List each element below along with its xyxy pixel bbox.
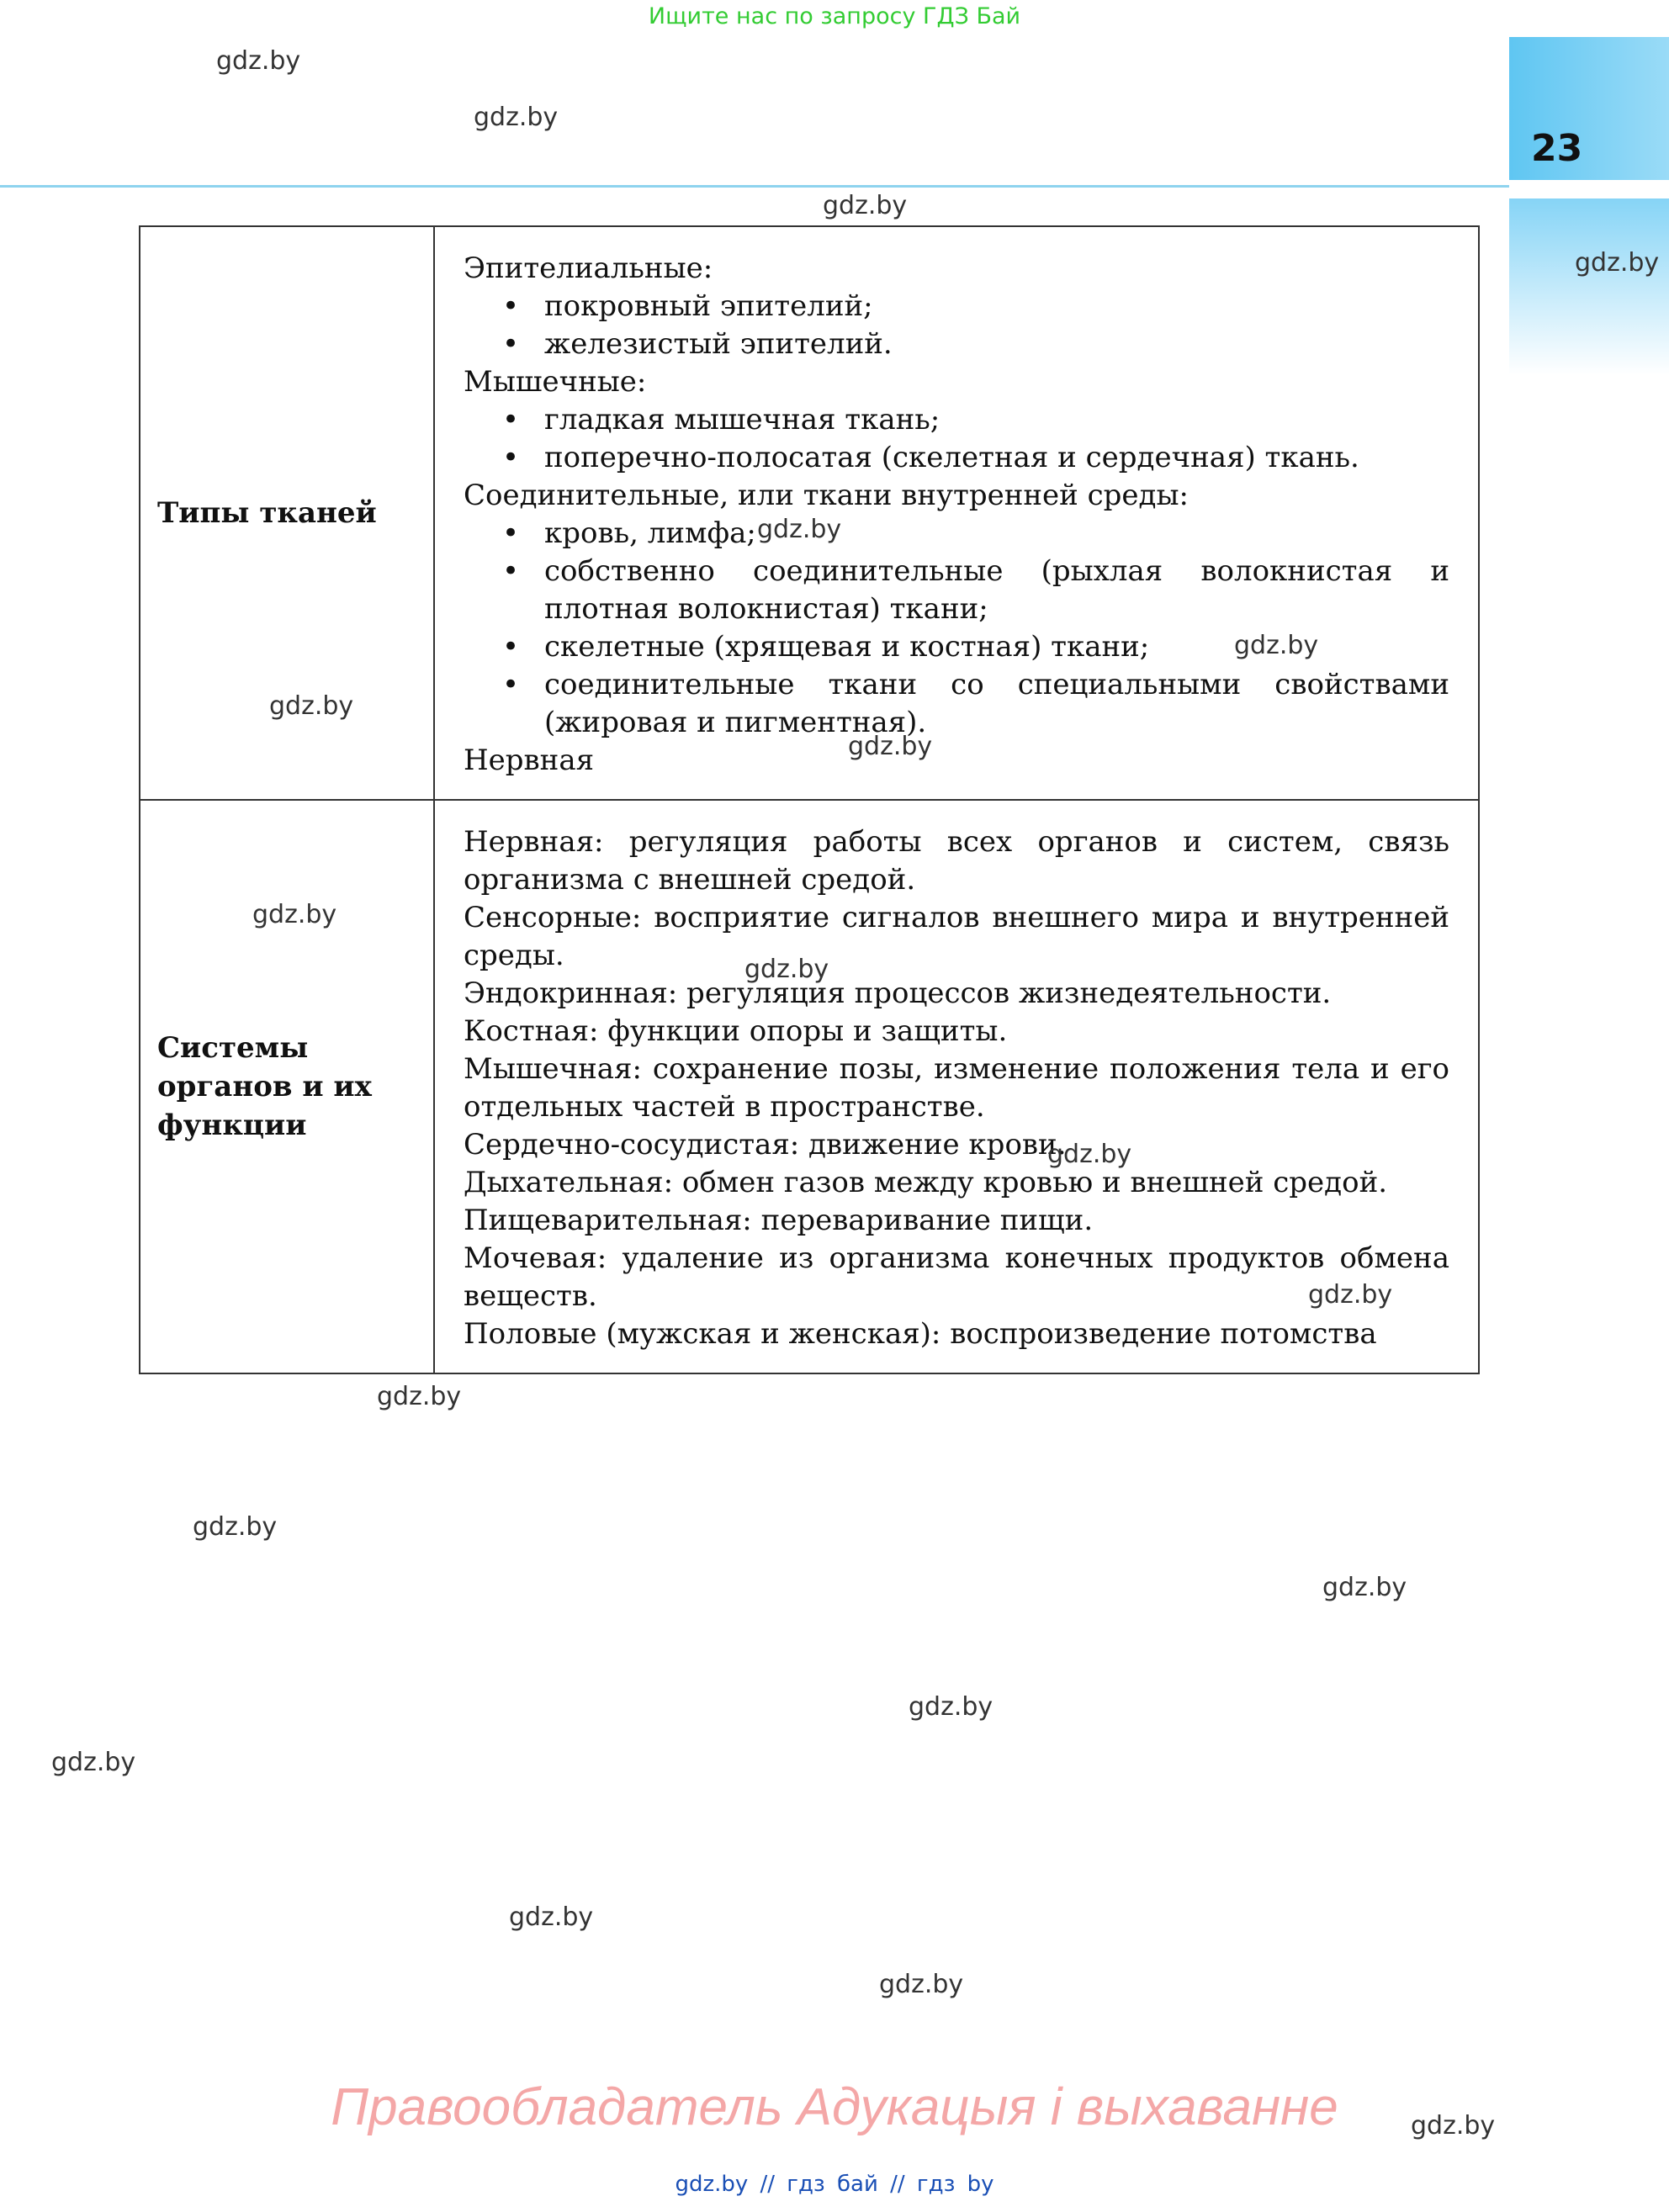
tissue-organ-table: [139, 225, 1480, 1374]
list-item: • кровь, лимфа;: [464, 515, 1449, 553]
watermark: gdz.by: [269, 691, 354, 721]
group-title: Эпителиальные:: [464, 251, 713, 285]
row-label: Системы органов и их функции: [140, 800, 434, 1373]
watermark: gdz.by: [909, 1692, 993, 1722]
group-title: Нервная: [464, 744, 595, 777]
list-item: • покровный эпителий;: [464, 288, 1449, 325]
watermark: gdz.by: [474, 103, 559, 132]
watermark: gdz.by: [51, 1748, 136, 1777]
page-number: 23: [1531, 127, 1583, 170]
watermark: gdz.by: [1308, 1280, 1393, 1310]
group-title: Мышечные:: [464, 365, 647, 399]
watermark: gdz.by: [823, 191, 908, 220]
watermark: gdz.by: [1234, 631, 1319, 660]
watermark: gdz.by: [1322, 1573, 1407, 1602]
watermark: gdz.by: [216, 46, 301, 76]
list-item: • гладкая мышечная ткань;: [464, 401, 1449, 439]
watermark: gdz.by: [377, 1382, 462, 1411]
watermark: gdz.by: [509, 1902, 594, 1932]
footer-links[interactable]: gdz.by // гдз бай // гдз by: [675, 2172, 994, 2197]
system-line: Дыхательная: обмен газов между кровью и внешней средой.: [464, 1166, 1388, 1199]
system-line: Пищеварительная: переваривание пищи.: [464, 1204, 1094, 1237]
watermark: gdz.by: [1411, 2111, 1496, 2141]
system-line: Половые (мужская и женская): воспроизведение потомства: [464, 1317, 1377, 1351]
list-item: • собственно соединительные (рыхлая волокнистая и плотная волокнистая) ткани;: [464, 553, 1449, 628]
system-line: Мышечная: сохранение позы, изменение положения тела и его отдельных частей в пространстве.: [464, 1052, 1449, 1124]
header-rule: [0, 185, 1509, 188]
watermark: gdz.by: [848, 732, 933, 761]
table-row: [140, 800, 1479, 1373]
list-item: • скелетные (хрящевая и костная) ткани;: [464, 628, 1449, 666]
system-line: Сердечно-сосудистая: движение крови.: [464, 1128, 1067, 1162]
system-line: Эндокринная: регуляция процессов жизнедеятельности.: [464, 976, 1332, 1010]
copyright-notice: Правообладатель Адукацыя і выхаванне: [331, 2078, 1338, 2136]
search-hint: Ищите нас по запросу ГДЗ Бай: [648, 3, 1021, 29]
side-band: [1509, 198, 1669, 375]
watermark: gdz.by: [879, 1970, 964, 1999]
watermark: gdz.by: [252, 900, 337, 929]
watermark: gdz.by: [757, 515, 842, 544]
system-line: Костная: функции опоры и защиты.: [464, 1014, 1008, 1048]
system-line: Нервная: регуляция работы всех органов и систем, связь организма с внешней средой.: [464, 825, 1449, 897]
watermark: gdz.by: [744, 955, 829, 984]
watermark: gdz.by: [1575, 248, 1660, 278]
list-item: • соединительные ткани со специальными свойствами (жировая и пигментная).: [464, 666, 1449, 742]
tissue-types-cell: [434, 226, 1479, 800]
list-item: • железистый эпителий.: [464, 325, 1449, 363]
row-label: Типы тканей: [140, 226, 434, 800]
watermark: gdz.by: [193, 1512, 278, 1542]
list-item: • поперечно-полосатая (скелетная и сердечная) ткань.: [464, 439, 1449, 477]
group-title: Соединительные, или ткани внутренней среды:: [464, 479, 1189, 512]
system-line: Мочевая: удаление из организма конечных продуктов обмена веществ.: [464, 1241, 1449, 1313]
watermark: gdz.by: [1047, 1140, 1132, 1169]
system-line: Сенсорные: восприятие сигналов внешнего мира и внутренней среды.: [464, 901, 1449, 972]
